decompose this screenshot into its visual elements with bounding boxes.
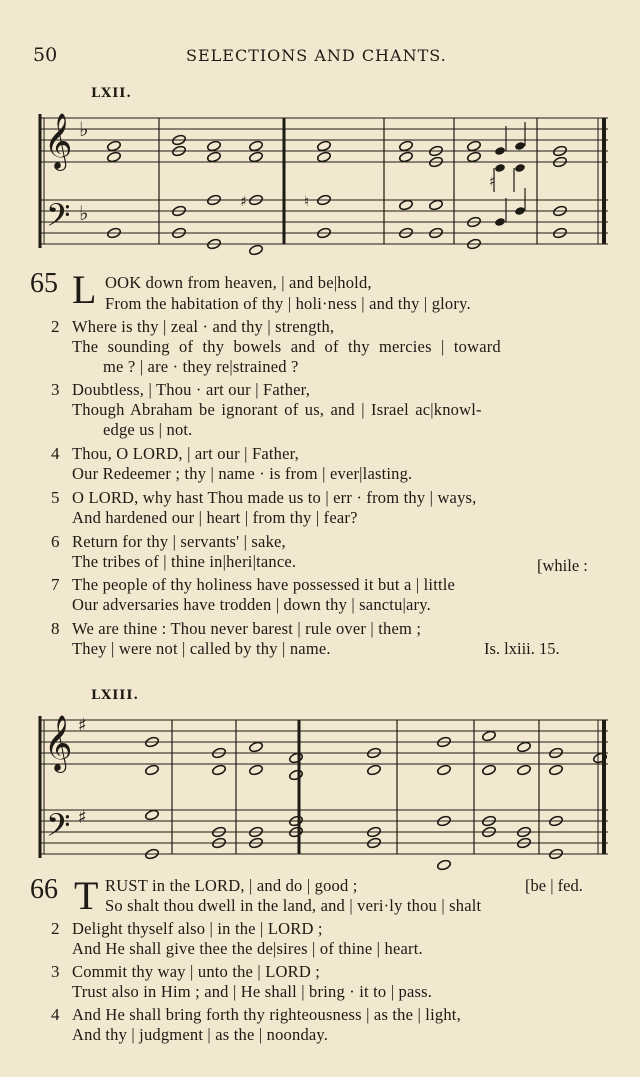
verse-line: The sounding of thy bowels and of thy mercies | toward <box>72 337 501 356</box>
verse-line: So shalt thou dwell in the land, and | veri·ly thou | shalt <box>105 896 482 915</box>
verse-line: Our Redeemer ; thy | name · is from | ever|lasting. <box>72 464 413 483</box>
verse-number: 4 <box>51 444 60 463</box>
verse-line: Trust also in Him ; and | He shall | bring · it to | pass. <box>72 982 433 1001</box>
chant-number: 66 <box>30 874 58 905</box>
verse-line: O LORD, why hast Thou made us to | err · from thy | ways, <box>72 488 477 507</box>
music-score-lxii <box>34 108 614 273</box>
verse-number: 6 <box>51 532 60 551</box>
running-title: SELECTIONS AND CHANTS. <box>186 46 447 65</box>
svg-text:𝄞: 𝄞 <box>44 113 73 169</box>
chant-label: LXIII. <box>91 688 139 703</box>
scripture-reference: Is. lxiii. 15. <box>484 639 560 658</box>
page-number: 50 <box>33 44 58 66</box>
verse-line: Return for thy | servants' | sake, <box>72 532 286 551</box>
verse-line: Delight thyself also | in the | LORD ; <box>72 919 323 938</box>
svg-text:♮: ♮ <box>304 194 310 210</box>
music-score-lxiii <box>34 705 614 875</box>
verse-line: The people of thy holiness have possessed it but a | little <box>72 575 456 594</box>
overflow-note: [be | fed. <box>525 876 583 895</box>
svg-text:𝄢: 𝄢 <box>46 197 71 241</box>
svg-text:♭: ♭ <box>79 117 89 141</box>
verse-number: 3 <box>51 380 60 399</box>
verse-number: 2 <box>51 317 60 336</box>
verse-line: edge us | not. <box>103 420 193 439</box>
svg-text:♯: ♯ <box>240 194 247 210</box>
verse-line: Commit thy way | unto the | LORD ; <box>72 962 321 981</box>
verse-line: RUST in the LORD, | and do | good ; <box>105 876 358 895</box>
svg-text:𝄢: 𝄢 <box>46 807 71 851</box>
verse-line: me ? | are · they re|strained ? <box>103 357 299 376</box>
verse-line: Where is thy | zeal · and thy | strength, <box>72 317 335 336</box>
verse-line: From the habitation of thy | holi·ness | and thy | glory. <box>105 294 471 313</box>
verse-number: 8 <box>51 619 60 638</box>
verse-line: And He shall give thee the de|sires | of thine | heart. <box>72 939 423 958</box>
verse-line: And hardened our | heart | from thy | fear? <box>72 508 358 527</box>
verse-line: We are thine : Thou never barest | rule over | them ; <box>72 619 422 638</box>
verse-line: OOK down from heaven, | and be|hold, <box>105 273 372 292</box>
svg-text:♯: ♯ <box>78 715 87 736</box>
verse-number: 2 <box>51 919 60 938</box>
verse-number: 5 <box>51 488 60 507</box>
verse-line: Our adversaries have trodden | down thy | sanctu|ary. <box>72 595 431 614</box>
verse-line: They | were not | called by thy | name. <box>72 639 331 658</box>
svg-text:♯: ♯ <box>78 807 87 828</box>
svg-text:♯: ♯ <box>489 174 496 190</box>
verse-line: The tribes of | thine in|heri|tance. <box>72 552 297 571</box>
verse-line: Doubtless, | Thou · art our | Father, <box>72 380 311 399</box>
verse-line: Though Abraham be ignorant of us, and | Israel ac|knowl- <box>72 400 482 419</box>
drop-cap: L <box>72 267 97 312</box>
verse-line: And He shall bring forth thy righteousness | as the | light, <box>72 1005 461 1024</box>
verse-number: 4 <box>51 1005 60 1024</box>
verse-number: 3 <box>51 962 60 981</box>
verse-number: 7 <box>51 575 60 594</box>
overflow-note: [while : <box>537 556 588 575</box>
verse-line: And thy | judgment | as the | noonday. <box>72 1025 329 1044</box>
chant-label: LXII. <box>91 86 132 101</box>
svg-text:♭: ♭ <box>79 201 89 225</box>
svg-text:𝄞: 𝄞 <box>44 715 73 771</box>
drop-cap: T <box>74 873 99 918</box>
verse-line: Thou, O LORD, | art our | Father, <box>72 444 300 463</box>
chant-number: 65 <box>30 268 58 299</box>
